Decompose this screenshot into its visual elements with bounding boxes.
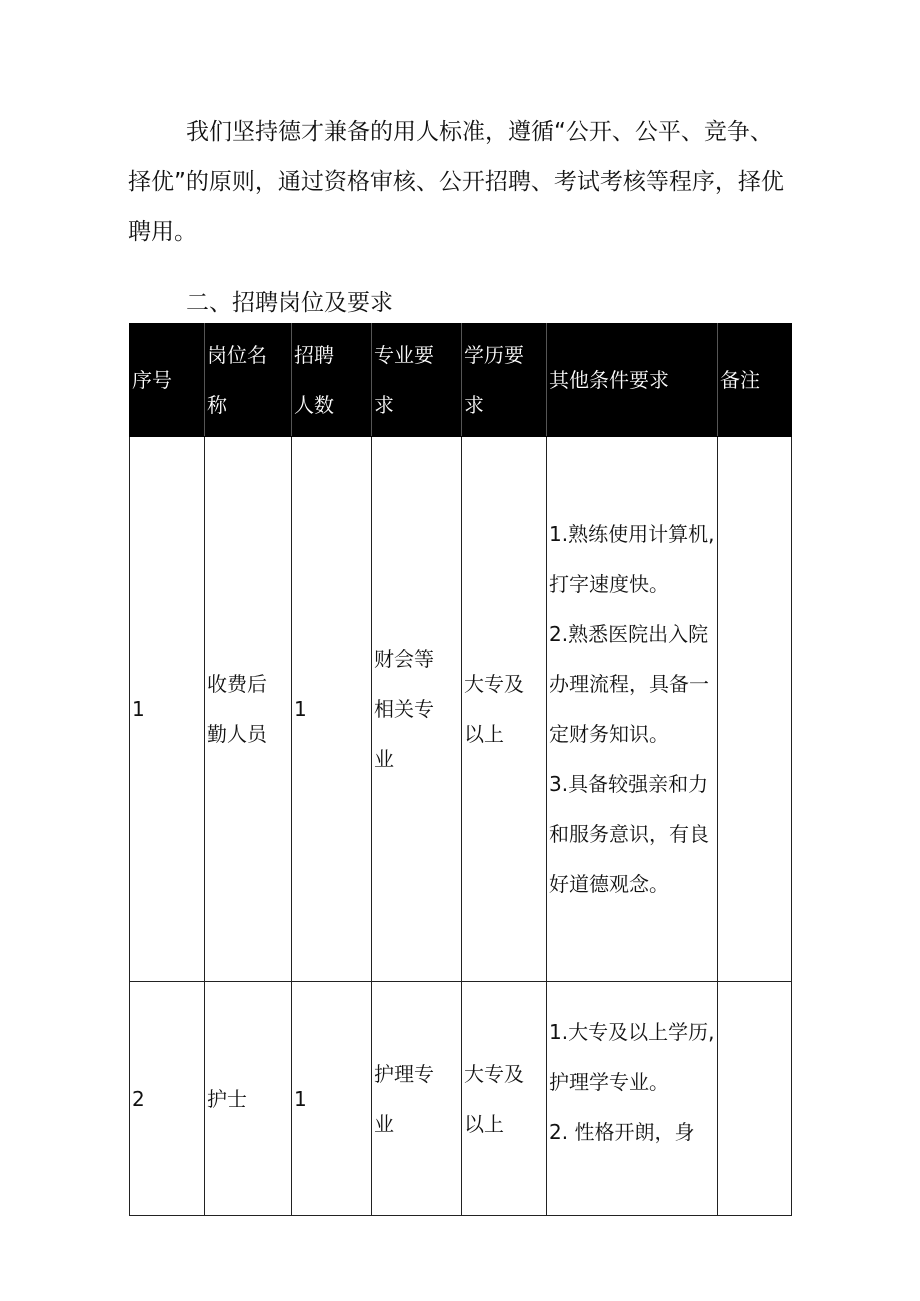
table-row	[130, 437, 792, 982]
cell-headcount: 1	[292, 982, 372, 1216]
header-remark: 备注	[718, 324, 792, 437]
cell-serial-no: 1	[130, 437, 205, 982]
header-serial-no: 序号	[130, 324, 205, 437]
section-heading-text: 二、招聘岗位及要求	[186, 290, 393, 316]
header-other-req: 其他条件要求	[547, 324, 718, 437]
cell-education-req: 大专及 以上	[462, 437, 547, 982]
header-headcount: 招聘 人数	[292, 324, 372, 437]
cell-position-name: 收费后 勤人员	[205, 437, 292, 982]
cell-education-req: 大专及 以上	[462, 982, 547, 1216]
cell-position-name: 护士	[205, 982, 292, 1216]
header-position-name: 岗位名 称	[205, 324, 292, 437]
cell-headcount: 1	[292, 437, 372, 982]
header-education-req: 学历要 求	[462, 324, 547, 437]
cell-serial-no: 2	[130, 982, 205, 1216]
table-row	[130, 982, 792, 1216]
cell-other-req: 1.熟练使用计算机, 打字速度快。 2.熟悉医院出入院 办理流程，具备一 定财务知识。 3.具备较强亲和力 和服务意识，有良 好道德观念。	[547, 437, 718, 982]
recruitment-table	[129, 323, 792, 1216]
header-major-req: 专业要 求	[372, 324, 462, 437]
table-header-row	[130, 324, 792, 437]
intro-paragraph	[128, 107, 808, 257]
cell-other-req: 1.大专及以上学历, 护理学专业。 2. 性格开朗，身	[547, 982, 718, 1216]
intro-line-1: 我们坚持德才兼备的用人标准，遵循“公开、公平、竞争、	[186, 119, 773, 145]
cell-major-req: 护理专 业	[372, 982, 462, 1216]
cell-remark	[718, 982, 792, 1216]
cell-major-req: 财会等 相关专 业	[372, 437, 462, 982]
cell-remark	[718, 437, 792, 982]
intro-line-3: 聘用。	[128, 219, 197, 245]
section-heading	[128, 278, 808, 328]
intro-line-2: 择优”的原则，通过资格审核、公开招聘、考试考核等程序，择优	[128, 169, 784, 195]
